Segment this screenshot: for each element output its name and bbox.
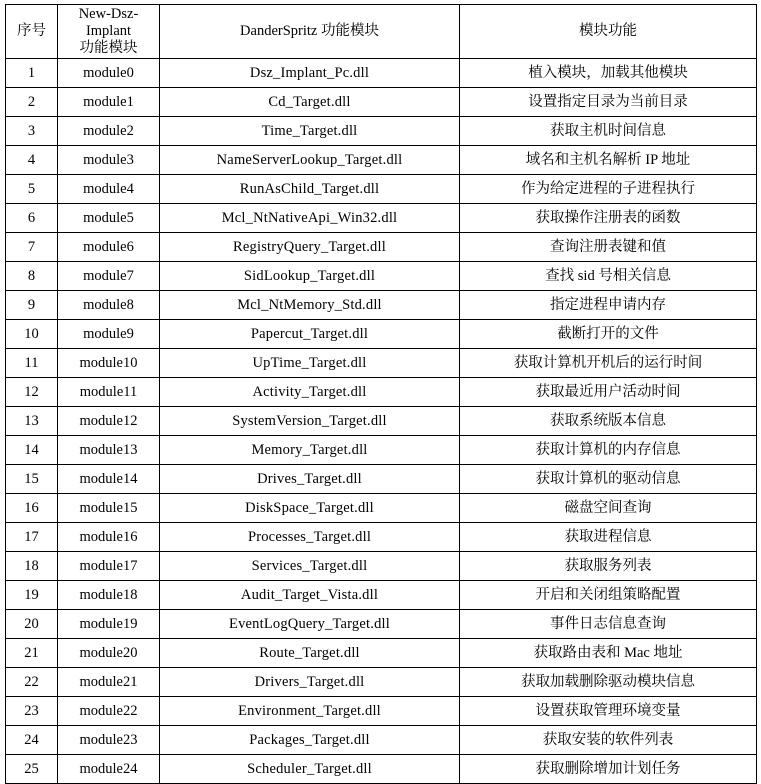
table-row xyxy=(6,581,757,610)
cell-function: 植入模块，加载其他模块 xyxy=(460,59,757,88)
table-row xyxy=(6,320,757,349)
table-row xyxy=(6,755,757,784)
cell-dll: Dsz_Implant_Pc.dll xyxy=(160,59,460,88)
cell-no: 10 xyxy=(6,320,58,349)
cell-module: module13 xyxy=(58,436,160,465)
cell-no: 3 xyxy=(6,117,58,146)
cell-no: 14 xyxy=(6,436,58,465)
cell-no: 25 xyxy=(6,755,58,784)
cell-module: module6 xyxy=(58,233,160,262)
cell-dll: Drivers_Target.dll xyxy=(160,668,460,697)
table-body xyxy=(6,59,757,784)
cell-dll: Processes_Target.dll xyxy=(160,523,460,552)
cell-function: 开启和关闭组策略配置 xyxy=(460,581,757,610)
cell-function: 获取系统版本信息 xyxy=(460,407,757,436)
cell-no: 17 xyxy=(6,523,58,552)
cell-function: 获取安装的软件列表 xyxy=(460,726,757,755)
cell-no: 12 xyxy=(6,378,58,407)
table-row xyxy=(6,552,757,581)
cell-module: module18 xyxy=(58,581,160,610)
cell-dll: Time_Target.dll xyxy=(160,117,460,146)
cell-module: module20 xyxy=(58,639,160,668)
cell-function: 设置指定目录为当前目录 xyxy=(460,88,757,117)
cell-no: 1 xyxy=(6,59,58,88)
cell-dll: Mcl_NtMemory_Std.dll xyxy=(160,291,460,320)
cell-module: module17 xyxy=(58,552,160,581)
column-header-no-label: 序号 xyxy=(17,23,46,40)
table-row xyxy=(6,146,757,175)
cell-module: module11 xyxy=(58,378,160,407)
cell-module: module2 xyxy=(58,117,160,146)
cell-module: module22 xyxy=(58,697,160,726)
table-row xyxy=(6,291,757,320)
cell-module: module5 xyxy=(58,204,160,233)
cell-dll: SystemVersion_Target.dll xyxy=(160,407,460,436)
cell-function: 磁盘空间查询 xyxy=(460,494,757,523)
cell-dll: EventLogQuery_Target.dll xyxy=(160,610,460,639)
cell-function: 获取服务列表 xyxy=(460,552,757,581)
column-header-new-implant-line1: New-Dsz-Implant xyxy=(78,6,139,40)
cell-module: module16 xyxy=(58,523,160,552)
cell-no: 5 xyxy=(6,175,58,204)
cell-no: 23 xyxy=(6,697,58,726)
cell-no: 20 xyxy=(6,610,58,639)
cell-dll: RunAsChild_Target.dll xyxy=(160,175,460,204)
cell-dll: UpTime_Target.dll xyxy=(160,349,460,378)
cell-function: 获取加载删除驱动模块信息 xyxy=(460,668,757,697)
table-row xyxy=(6,523,757,552)
cell-no: 2 xyxy=(6,88,58,117)
cell-no: 15 xyxy=(6,465,58,494)
cell-function: 截断打开的文件 xyxy=(460,320,757,349)
cell-no: 11 xyxy=(6,349,58,378)
column-header-new-implant xyxy=(58,5,160,59)
cell-no: 16 xyxy=(6,494,58,523)
table-row xyxy=(6,494,757,523)
table-row xyxy=(6,204,757,233)
cell-no: 9 xyxy=(6,291,58,320)
cell-dll: RegistryQuery_Target.dll xyxy=(160,233,460,262)
cell-function: 获取最近用户活动时间 xyxy=(460,378,757,407)
cell-module: module7 xyxy=(58,262,160,291)
cell-function: 域名和主机名解析 IP 地址 xyxy=(460,146,757,175)
cell-function: 获取删除增加计划任务 xyxy=(460,755,757,784)
column-header-danderspritz xyxy=(160,5,460,59)
cell-no: 4 xyxy=(6,146,58,175)
table-row xyxy=(6,262,757,291)
table-row xyxy=(6,175,757,204)
cell-module: module8 xyxy=(58,291,160,320)
cell-no: 7 xyxy=(6,233,58,262)
cell-function: 获取进程信息 xyxy=(460,523,757,552)
cell-no: 18 xyxy=(6,552,58,581)
column-header-new-implant-line2: 功能模块 xyxy=(79,39,138,56)
cell-dll: DiskSpace_Target.dll xyxy=(160,494,460,523)
cell-function: 获取操作注册表的函数 xyxy=(460,204,757,233)
cell-dll: Mcl_NtNativeApi_Win32.dll xyxy=(160,204,460,233)
cell-no: 13 xyxy=(6,407,58,436)
cell-dll: Route_Target.dll xyxy=(160,639,460,668)
cell-function: 获取计算机开机后的运行时间 xyxy=(460,349,757,378)
column-header-danderspritz-label: DanderSpritz 功能模块 xyxy=(240,23,379,40)
table-row xyxy=(6,117,757,146)
cell-dll: Environment_Target.dll xyxy=(160,697,460,726)
cell-dll: Drives_Target.dll xyxy=(160,465,460,494)
cell-function: 获取计算机的内存信息 xyxy=(460,436,757,465)
cell-module: module0 xyxy=(58,59,160,88)
table-row xyxy=(6,726,757,755)
cell-module: module19 xyxy=(58,610,160,639)
cell-dll: Scheduler_Target.dll xyxy=(160,755,460,784)
cell-module: module1 xyxy=(58,88,160,117)
cell-no: 22 xyxy=(6,668,58,697)
cell-function: 事件日志信息查询 xyxy=(460,610,757,639)
cell-module: module12 xyxy=(58,407,160,436)
table-row xyxy=(6,378,757,407)
cell-function: 查询注册表键和值 xyxy=(460,233,757,262)
cell-dll: Services_Target.dll xyxy=(160,552,460,581)
table-row xyxy=(6,233,757,262)
cell-module: module15 xyxy=(58,494,160,523)
cell-module: module21 xyxy=(58,668,160,697)
cell-dll: Audit_Target_Vista.dll xyxy=(160,581,460,610)
table-row xyxy=(6,59,757,88)
cell-function: 作为给定进程的子进程执行 xyxy=(460,175,757,204)
cell-function: 获取路由表和 Mac 地址 xyxy=(460,639,757,668)
module-table xyxy=(5,4,757,784)
cell-function: 获取计算机的驱动信息 xyxy=(460,465,757,494)
cell-no: 21 xyxy=(6,639,58,668)
cell-dll: Papercut_Target.dll xyxy=(160,320,460,349)
cell-function: 设置获取管理环境变量 xyxy=(460,697,757,726)
table-row xyxy=(6,436,757,465)
cell-dll: Activity_Target.dll xyxy=(160,378,460,407)
cell-module: module3 xyxy=(58,146,160,175)
table-row xyxy=(6,349,757,378)
cell-dll: NameServerLookup_Target.dll xyxy=(160,146,460,175)
cell-module: module4 xyxy=(58,175,160,204)
cell-no: 8 xyxy=(6,262,58,291)
cell-function: 指定进程申请内存 xyxy=(460,291,757,320)
table-header-row xyxy=(6,5,757,59)
table-row xyxy=(6,697,757,726)
cell-dll: Memory_Target.dll xyxy=(160,436,460,465)
column-header-function-label: 模块功能 xyxy=(579,23,637,40)
table-row xyxy=(6,407,757,436)
cell-module: module23 xyxy=(58,726,160,755)
table-row xyxy=(6,639,757,668)
cell-dll: Packages_Target.dll xyxy=(160,726,460,755)
table-row xyxy=(6,610,757,639)
table-row xyxy=(6,88,757,117)
table-row xyxy=(6,465,757,494)
cell-function: 获取主机时间信息 xyxy=(460,117,757,146)
cell-dll: Cd_Target.dll xyxy=(160,88,460,117)
cell-module: module10 xyxy=(58,349,160,378)
table-header xyxy=(6,5,757,59)
cell-module: module14 xyxy=(58,465,160,494)
cell-module: module24 xyxy=(58,755,160,784)
cell-no: 6 xyxy=(6,204,58,233)
cell-module: module9 xyxy=(58,320,160,349)
cell-dll: SidLookup_Target.dll xyxy=(160,262,460,291)
cell-no: 24 xyxy=(6,726,58,755)
column-header-no xyxy=(6,5,58,59)
cell-function: 查找 sid 号相关信息 xyxy=(460,262,757,291)
table-row xyxy=(6,668,757,697)
cell-no: 19 xyxy=(6,581,58,610)
column-header-function xyxy=(460,5,757,59)
